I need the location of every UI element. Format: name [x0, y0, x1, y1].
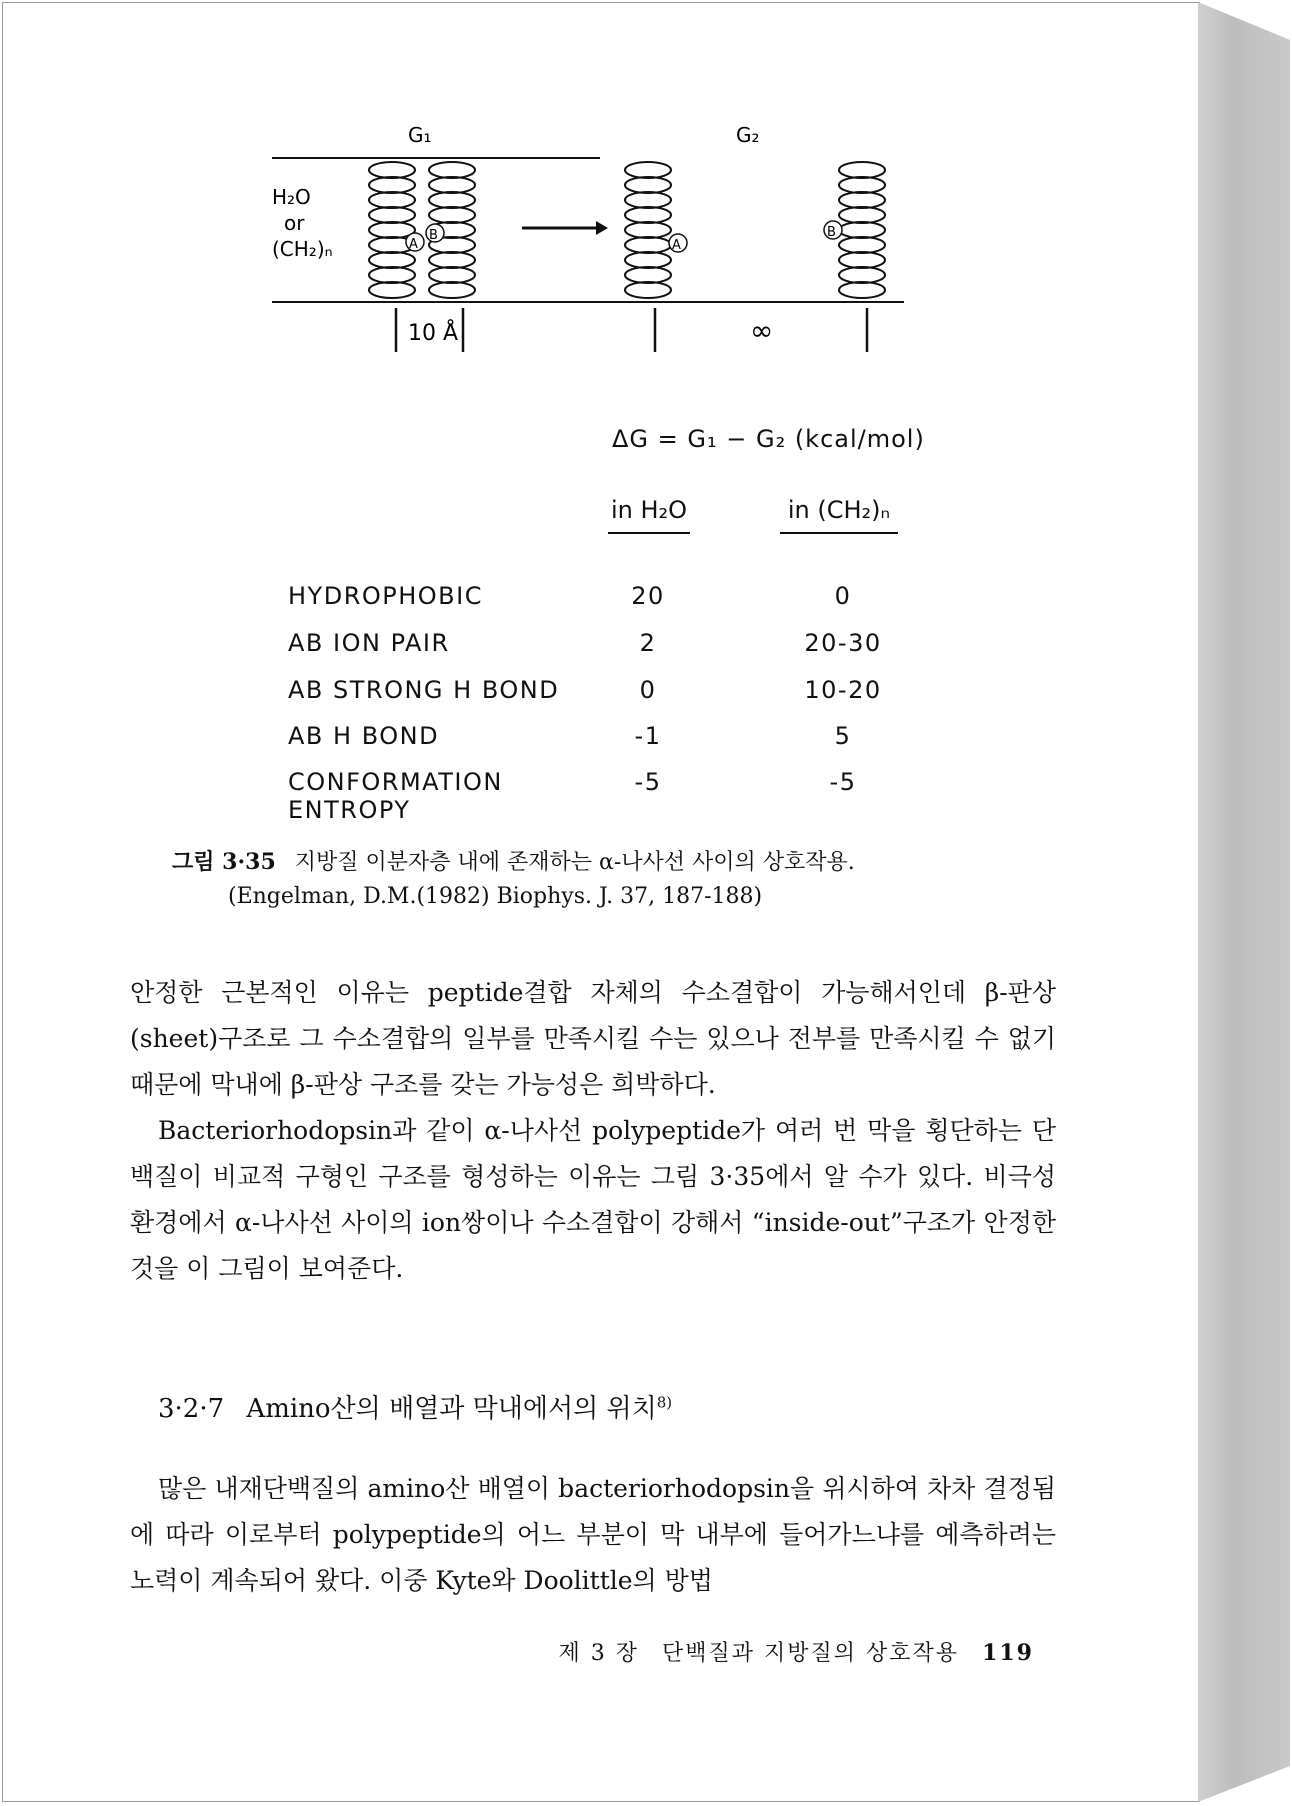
row-value-ch2: 5 — [834, 722, 852, 750]
helix-turn — [625, 237, 671, 253]
helix-turn — [839, 222, 885, 238]
transition-arrow-head — [596, 221, 608, 235]
caption-number: 그림 3·35 — [172, 849, 276, 875]
helix-turn — [839, 207, 885, 223]
medium-label-or: or — [284, 211, 305, 235]
row-value-h2o: 2 — [639, 629, 657, 657]
helix-turn — [369, 252, 415, 268]
row-label: CONFORMATION ENTROPY — [288, 768, 503, 824]
residue-a-label: A — [409, 237, 418, 252]
helix-turn — [625, 282, 671, 298]
helix-turn — [429, 282, 475, 298]
paragraph: Bacteriorhodopsin과 같이 α-나사선 polypeptide가 여러 번 막을 횡단하는 단백질이 비교적 구형인 구조를 형성하는 이유는 그림 3·35에서 알 수가 있다. 비극성 환경에서 α-나사선 사이의 ion쌍이나 수소결합이 강해서 “inside-out”구조가 안정한 것을 이 그림이 보여준다. — [130, 1116, 1056, 1283]
helix-turn — [369, 282, 415, 298]
row-value-h2o: 0 — [639, 676, 657, 704]
caption-reference: (Engelman, D.M.(1982) Biophys. J. 37, 187-188) — [228, 884, 763, 909]
helix-turn — [369, 162, 415, 178]
helix-turn — [429, 177, 475, 193]
column-header-h2o: in H₂O — [608, 496, 690, 534]
residue-b-label-right: B — [827, 225, 836, 240]
residue-a-label-right: A — [672, 238, 681, 253]
column-header-ch2: in (CH₂)ₙ — [780, 496, 898, 534]
helix-turn — [369, 192, 415, 208]
helix-turn — [839, 162, 885, 178]
helix-group — [369, 162, 885, 298]
helix-turn — [625, 162, 671, 178]
row-label: AB STRONG H BOND — [288, 676, 560, 704]
section-body-text — [130, 1466, 1056, 1604]
section-number: 3·2·7 — [158, 1394, 225, 1424]
g1-label: G₁ — [408, 123, 432, 147]
helix-b-separated — [839, 162, 885, 298]
helix-turn — [429, 192, 475, 208]
helix-turn — [839, 192, 885, 208]
paragraph: 많은 내재단백질의 amino산 배열이 bacteriorhodopsin을 위시하여 차차 결정됨에 따라 이로부터 polypeptide의 어느 부분이 막 내부에 들어가느냐를 예측하려는 노력이 계속되어 왔다. 이중 Kyte와 Doolittle의 방법 — [130, 1474, 1056, 1595]
helix-turn — [625, 267, 671, 283]
body-text — [130, 970, 1056, 1292]
section-reference: 8) — [656, 1393, 673, 1412]
helix-turn — [369, 267, 415, 283]
row-label: AB H BOND — [288, 722, 440, 750]
row-value-ch2: 20-30 — [804, 629, 882, 657]
row-value-ch2: 0 — [834, 582, 852, 610]
residue-b-label: B — [429, 228, 438, 243]
footer-chapter: 제 3 장 — [558, 1641, 640, 1666]
helix-turn — [625, 177, 671, 193]
distance-far-label: ∞ — [750, 314, 774, 347]
helix-turn — [429, 267, 475, 283]
medium-label-h2o: H₂O — [272, 185, 311, 209]
helix-a-separated — [625, 162, 671, 298]
helix-turn — [429, 207, 475, 223]
helix-turn — [369, 207, 415, 223]
row-value-ch2: -5 — [829, 768, 857, 796]
row-value-h2o: -5 — [634, 768, 662, 796]
row-label: AB ION PAIR — [288, 629, 450, 657]
caption-title: 지방질 이분자층 내에 존재하는 α-나사선 사이의 상호작용. — [294, 850, 855, 875]
helix-turn — [625, 222, 671, 238]
row-value-h2o: 20 — [631, 582, 665, 610]
helix-turn — [625, 207, 671, 223]
helix-turn — [839, 267, 885, 283]
row-value-h2o: -1 — [634, 722, 662, 750]
helix-turn — [369, 177, 415, 193]
helix-turn — [839, 252, 885, 268]
helix-turn — [429, 162, 475, 178]
running-footer — [0, 1636, 1034, 1667]
page-number: 119 — [982, 1640, 1034, 1666]
figure-caption — [172, 845, 1072, 914]
distance-near-label: 10 Å — [408, 321, 459, 346]
helix-interaction-diagram — [0, 0, 1292, 400]
section-title: Amino산의 배열과 막내에서의 위치 — [246, 1394, 657, 1424]
helix-turn — [625, 192, 671, 208]
helix-turn — [839, 237, 885, 253]
helix-turn — [839, 282, 885, 298]
free-energy-equation: ΔG = G₁ − G₂ (kcal/mol) — [612, 425, 925, 453]
section-heading — [158, 1388, 672, 1425]
paragraph: 안정한 근본적인 이유는 peptide결합 자체의 수소결합이 가능해서인데 β-판상(sheet)구조로 그 수소결합의 일부를 만족시킬 수는 있으나 전부를 만족시킬 수 없기 때문에 막내에 β-판상 구조를 갖는 가능성은 희박하다. — [130, 978, 1056, 1099]
row-value-ch2: 10-20 — [804, 676, 882, 704]
row-label: HYDROPHOBIC — [288, 582, 483, 610]
helix-a-bound — [369, 162, 415, 298]
g2-label: G₂ — [736, 123, 760, 147]
helix-turn — [839, 177, 885, 193]
footer-title: 단백질과 지방질의 상호작용 — [662, 1641, 960, 1666]
medium-label-ch2: (CH₂)ₙ — [272, 237, 333, 261]
helix-turn — [429, 252, 475, 268]
helix-turn — [625, 252, 671, 268]
